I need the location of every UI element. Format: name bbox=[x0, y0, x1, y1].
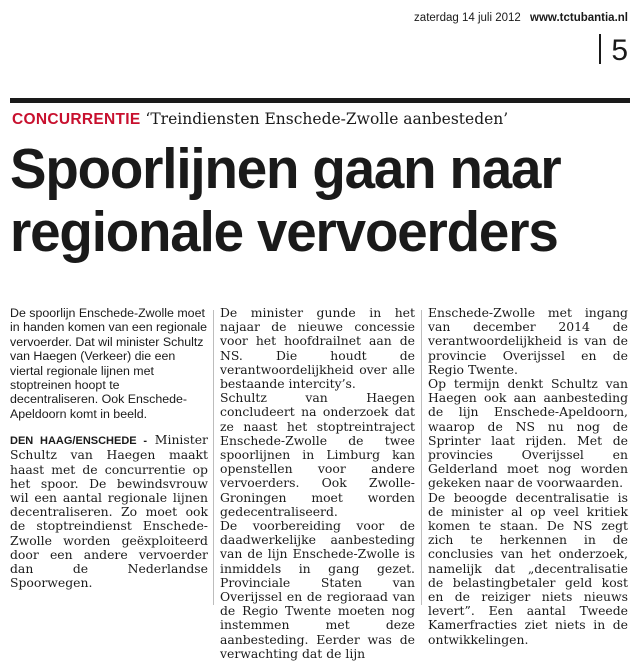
body-paragraph-1-text: Minister Schultz van Haegen maakt haast met de concurrentie op het spoor. De bewindsvrouw wil een aantal regionale lijnen decentraliseren. Zo moet ook de stoptreindienst Enschede-Zwolle worden geëxploiteerd door een andere vervoerder dan de Nederlandse Spoorwegen. bbox=[10, 432, 208, 591]
headline bbox=[10, 138, 607, 264]
kicker-quote: ‘Treindiensten Enschede-Zwolle aanbesteden’ bbox=[145, 110, 509, 128]
kicker-label: CONCURRENTIE bbox=[12, 111, 141, 128]
column-divider bbox=[213, 310, 214, 605]
body-paragraph: De voorbereiding voor de daadwerkelijke aanbesteding van de lijn Enschede-Zwolle is inmiddels in gang gezet. Provinciale Staten van Overijssel en de regioraad van de Regio Twente moeten nog instemmen met deze aanbesteding. Eerder was de verwachting dat de lijn bbox=[220, 518, 415, 661]
page-number-value: 5 bbox=[611, 34, 628, 67]
body-paragraph: Enschede-Zwolle met ingang van december 2014 de verantwoordelijkheid is van de provincie Overijssel en de Regio Twente. bbox=[428, 305, 628, 377]
page-number bbox=[599, 34, 628, 68]
headline-line-1: Spoorlijnen gaan naar bbox=[10, 137, 561, 201]
column-divider bbox=[421, 310, 422, 605]
body-paragraph: De minister gunde in het najaar de nieuwe concessie voor het hoofdrailnet aan de NS. Die houdt de verantwoordelijkheid over alle bestaande intercity’s. bbox=[220, 305, 415, 392]
kicker bbox=[12, 110, 508, 129]
masthead bbox=[414, 12, 628, 24]
article-column-2 bbox=[220, 306, 415, 661]
article-column-3 bbox=[428, 306, 628, 647]
headline-line-2: regionale vervoerders bbox=[10, 200, 558, 264]
body-paragraph: Op termijn denkt Schultz van Haegen ook aan aanbesteding de lijn Enschede-Apeldoorn, waarop de NS nu nog de Sprinter laat rijden. Met de provincies Overijssel en Gelderland moet nog worden gekeken naar de voorwaarden. bbox=[428, 376, 628, 491]
site-url[interactable]: www.tctubantia.nl bbox=[530, 12, 628, 24]
body-paragraph: De beoogde decentralisatie is de minister al op veel kritiek komen te staan. De NS zegt zich te herkennen in de conclusies van het onderzoek, namelijk dat „decentralisatie de belastingbetaler geld kost en de reiziger niets nieuws levert”. Een aantal Tweede Kamerfracties ziet niets in de ontwikkelingen. bbox=[428, 489, 628, 647]
page-number-bar bbox=[599, 34, 601, 64]
article-column-1 bbox=[10, 306, 208, 590]
dateline: DEN HAAG/ENSCHEDE - bbox=[10, 435, 148, 448]
body-paragraph-1 bbox=[10, 433, 208, 590]
intro-paragraph: De spoorlijn Enschede-Zwolle moet in handen komen van een regionale vervoerder. Dat wil minister Schultz van Haegen (Verkeer) die een viertal regionale lijnen met stoptreinen hoopt te decentraliseren. Ook Enschede-Apeldoorn komt in beeld. bbox=[10, 306, 208, 421]
top-rule bbox=[10, 98, 630, 103]
issue-date: zaterdag 14 juli 2012 bbox=[414, 12, 521, 24]
body-paragraph: Schultz van Haegen concludeert na onderzoek dat ze naast het stoptreintraject Enschede-Zwolle de twee spoorlijnen in Limburg kan openstellen voor andere vervoerders. Ook Zwolle-Groningen moet worden gedecentraliseerd. bbox=[220, 390, 415, 519]
